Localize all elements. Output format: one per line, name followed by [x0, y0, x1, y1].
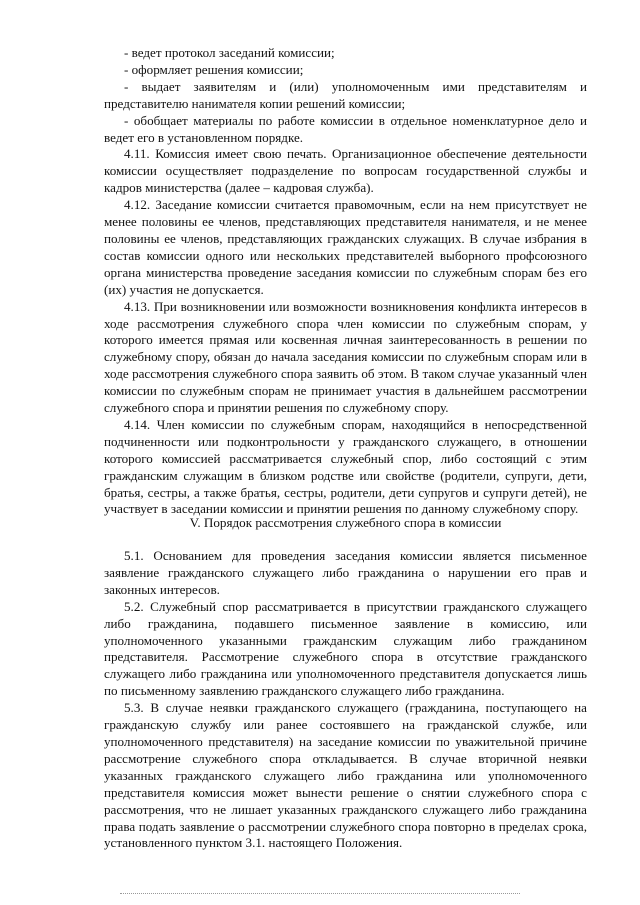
list-item: - оформляет решения комиссии;: [124, 61, 304, 77]
paragraph-4-12: 4.12. Заседание комиссии считается правомочным, если на нем присутствует не менее половины ее членов, представляющих представителя нанимателя, и не менее половины ее членов, представляющих гражданских служащих. В случае избрания в состав комиссии одного или нескольких представителей выборного профсоюзного органа министерства проведение заседания комиссии по служебным спорам без его (их) участия не допускается.: [104, 197, 587, 297]
list-item: - обобщает материалы по работе комиссии в отдельное номенклатурное дело и ведет его в установленном порядке.: [104, 112, 587, 145]
document-body-part-1: [104, 45, 587, 518]
list-item: - ведет протокол заседаний комиссии;: [124, 45, 335, 60]
paragraph-5-3: 5.3. В случае неявки гражданского служащего (гражданина, поступающего на гражданскую службу или ранее состоявшего на гражданской службе, или уполномоченного представителя) на заседание комиссии по уважительной причине рассмотрение служебного спора откладывается. В случае вторичной неявки указанных гражданского служащего либо гражданина или уполномоченного представителя комиссия может вынести решение о снятии служебного спора с рассмотрения, что не лишает указанных гражданского служащего либо гражданина права подать заявление о рассмотрении служебного спора повторно в пределах срока, установленного пунктом 3.1. настоящего Положения.: [104, 700, 587, 851]
document-body-part-2: [104, 548, 587, 852]
footer-divider: [120, 893, 520, 894]
section-heading: V. Порядок рассмотрения служебного спора в комиссии: [189, 515, 502, 530]
paragraph-4-14: 4.14. Член комиссии по служебным спорам, находящийся в непосредственной подчиненности или подконтрольности у гражданского служащего, в отношении которого комиссией рассматривается служебный спор, либо состоящий с этим гражданским служащим в близком родстве или свойстве (родители, супруги, дети, братья, сестры, а также братья, сестры, родители, дети супругов и супруги детей), не участвует в заседании комиссии и принятии решения по данному служебному спору.: [104, 416, 587, 517]
paragraph-4-11: 4.11. Комиссия имеет свою печать. Организационное обеспечение деятельности комиссии осуществляет подразделение по вопросам государственной службы и кадров министерства (далее – кадровая служба).: [104, 146, 587, 196]
paragraph-5-1: 5.1. Основанием для проведения заседания комиссии является письменное заявление гражданского служащего либо гражданина о нарушении его прав и законных интересов.: [104, 548, 587, 597]
paragraph-5-2: 5.2. Служебный спор рассматривается в присутствии гражданского служащего либо гражданина, подавшего письменное заявление в комиссию, или уполномоченного указанными гражданским служащим либо гражданином представителя. Рассмотрение служебного спора в отсутствие гражданского служащего либо гражданина или уполномоченного представителя допускается лишь по письменному заявлению гражданского служащего либо гражданина.: [104, 598, 587, 699]
paragraph-4-13: 4.13. При возникновении или возможности возникновения конфликта интересов в ходе рассмотрения служебного спора член комиссии по служебным спорам, у которого имеется прямая или косвенная личная заинтересованность в решении по служебному спору, обязан до начала заседания комиссии по служебным спорам или в ходе рассмотрения служебного спора заявить об этом. В таком случае указанный член комиссии по служебным спорам не принимает участия в дальнейшем рассмотрении служебного спора и принятии решения по служебному спору.: [104, 298, 587, 416]
list-item: - выдает заявителям и (или) уполномоченным ими представителям и представителю нанимателя копии решений комиссии;: [104, 78, 587, 111]
